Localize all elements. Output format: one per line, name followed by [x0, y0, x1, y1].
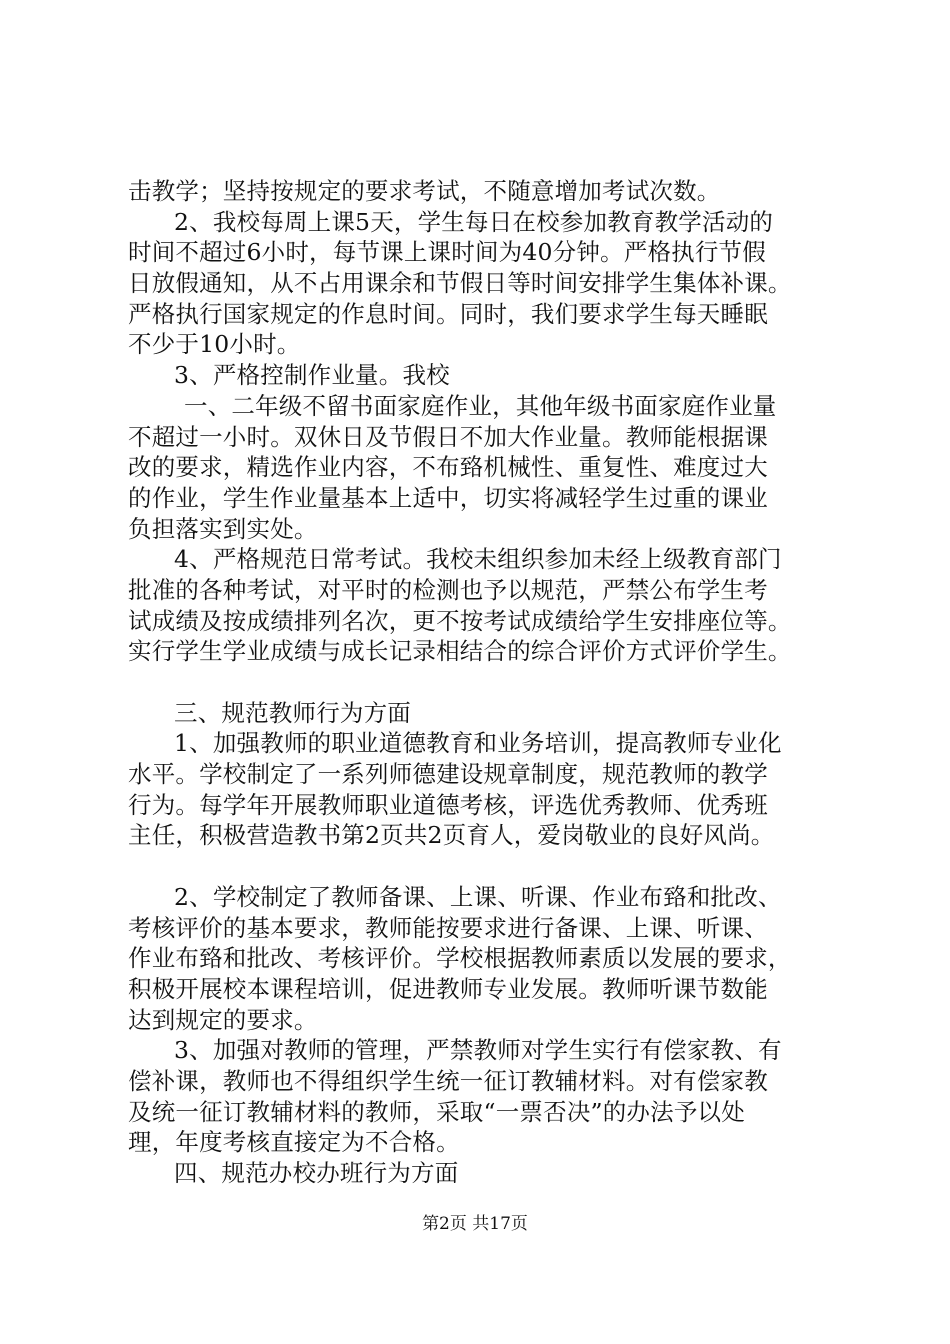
text-line: 偿补课，教师也不得组织学生统一征订教辅材料。对有偿家教: [128, 1066, 768, 1095]
text-line: 击教学；坚持按规定的要求考试，不随意增加考试次数。: [128, 177, 721, 205]
text-line: 试成绩及按成绩排列名次，更不按考试成绩给学生安排座位等。: [128, 606, 792, 635]
text-line: 时间不超过6小时，每节课上课时间为40分钟。严格执行节假: [128, 238, 766, 267]
text-line: 达到规定的要求。: [128, 1005, 318, 1034]
page-number-footer: 第2页 共17页: [422, 1214, 528, 1234]
text-line: 不超过一小时。双休日及节假日不加大作业量。教师能根据课: [128, 422, 768, 451]
text-line: 主任，积极营造教书第2页共2页育人，爱岗敬业的良好风尚。: [128, 821, 775, 850]
text-line: 改的要求，精选作业内容，不布臵机械性、重复性、难度过大: [128, 453, 768, 482]
text-line: 2、我校每周上课5天，学生每日在校参加教育教学活动的: [174, 207, 774, 236]
document-body: [128, 176, 848, 1189]
text-line: 严格执行国家规定的作息时间。同时，我们要求学生每天睡眠: [128, 299, 768, 328]
text-line: 3、严格控制作业量。我校: [174, 361, 450, 390]
text-line: 实行学生学业成绩与成长记录相结合的综合评价方式评价学生。: [128, 637, 792, 666]
text-line: 2、学校制定了教师备课、上课、听课、作业布臵和批改、: [174, 882, 782, 911]
text-line: 1、加强教师的职业道德教育和业务培训，提高教师专业化: [174, 729, 782, 758]
section-heading: 四、规范办校办班行为方面: [174, 1159, 459, 1187]
blank-line: [128, 667, 848, 698]
text-line: 一、二年级不留书面家庭作业，其他年级书面家庭作业量: [184, 391, 777, 420]
text-line: 水平。学校制定了一系列师德建设规章制度，规范教师的教学: [128, 760, 768, 789]
blank-line: [128, 851, 848, 882]
text-line: 不少于10小时。: [128, 330, 301, 359]
text-line: 批准的各种考试，对平时的检测也予以规范，严禁公布学生考: [128, 575, 768, 604]
text-line: 3、加强对教师的管理，严禁教师对学生实行有偿家教、有: [174, 1036, 782, 1065]
section-heading: 三、规范教师行为方面: [174, 698, 411, 727]
text-line: 负担落实到实处。: [128, 514, 318, 543]
text-line: 理，年度考核直接定为不合格。: [128, 1128, 460, 1157]
text-line: 4、严格规范日常考试。我校未组织参加未经上级教育部门: [174, 545, 782, 574]
text-line: 考核评价的基本要求，教师能按要求进行备课、上课、听课、: [128, 913, 768, 942]
text-line: 作业布臵和批改、考核评价。学校根据教师素质以发展的要求，: [128, 944, 792, 973]
text-line: 积极开展校本课程培训，促进教师专业发展。教师听课节数能: [128, 974, 768, 1003]
text-line: 的作业，学生作业量基本上适中，切实将减轻学生过重的课业: [128, 483, 768, 512]
text-line: 及统一征订教辅材料的教师，采取“一票否决”的办法予以处: [128, 1097, 745, 1126]
text-line: 行为。每学年开展教师职业道德考核，评选优秀教师、优秀班: [128, 790, 768, 819]
text-line: 日放假通知，从不占用课余和节假日等时间安排学生集体补课。: [128, 269, 792, 298]
